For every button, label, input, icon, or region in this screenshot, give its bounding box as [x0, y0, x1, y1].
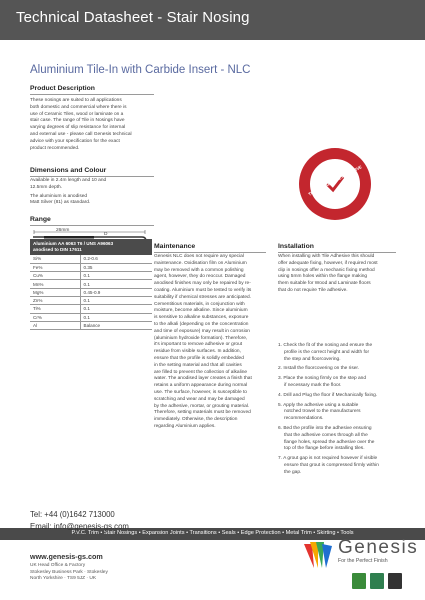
section-divider [30, 225, 154, 226]
logo-wordmark: Genesis [338, 537, 419, 558]
table-row: Si% 0.2-0.6 [30, 255, 152, 263]
maintenance-heading: Maintenance [154, 243, 196, 250]
table-row: Zn% 0.1 [30, 296, 152, 304]
page-title: Technical Datasheet - Stair Nosing [16, 9, 250, 26]
table-row: Mg% 0.45-0.9 [30, 288, 152, 296]
product-description-text: These nosings are suited to all applications both domestic and commercial where there is use of Ceramic Tiles, wood or laminate on a stair case. The range of Tile in Nosings have varying degrees of slip resistance for internal and external use - please call Genesis technical advice with your specification for the exact product recommended. [30, 98, 132, 151]
range-width-label: 26mm [56, 228, 70, 233]
table-header: Aluminium AA 6063 T6 / UNS A96063 anodised to DIN 17611 [30, 239, 152, 255]
list-item: 5. Apply the adhesive using a suitable notched trowel to the manufacturers recommendations. [278, 402, 361, 422]
table-row: Cu% 0.1 [30, 272, 152, 280]
product-subtitle: Aluminium Tile-In with Carbide Insert - NLC [30, 64, 251, 76]
table-row: Mn% 0.1 [30, 280, 152, 288]
table-row: Ti% 0.1 [30, 305, 152, 313]
table-row: Al Balance [30, 321, 152, 329]
section-divider [278, 252, 396, 253]
footer-product-list: P.V.C. Trim • Stair Nosings • Expansion Joints • Transitions • Seals • Edge Protection • Metal Trim • Skirting • Tools [71, 530, 354, 536]
dimensions-heading: Dimensions and Colour [30, 167, 107, 174]
product-description-heading: Product Description [30, 85, 95, 92]
badge-text: THE SUITABLE ALTERNATIVE [307, 164, 363, 197]
certification-icon [352, 573, 366, 589]
logo-tagline: For the Perfect Finish [338, 558, 388, 564]
section-divider [30, 94, 154, 95]
section-divider [30, 176, 154, 177]
list-item: 4. Drill and Plug the floor if Mechanically fixing. [278, 392, 378, 398]
website-link[interactable]: www.genesis-gs.com [30, 552, 103, 561]
list-item: 1. Check the fit of the nosing and ensure the profile is the correct height and width for the step and floorcovering. [278, 343, 373, 362]
alloy-composition-table [30, 239, 152, 330]
certification-icon [370, 573, 384, 589]
dimensions-text: Available in 2.4m length and 10 and 12.5mm depth. The aluminium is anodised Matt Silver (81) as standard. [30, 178, 107, 206]
list-item: 3. Place the nosing firmly on the step and if necessary mark the floor. [278, 376, 366, 388]
table-header-row [30, 239, 152, 255]
section-divider [154, 252, 266, 253]
genesis-logo-icon [302, 538, 336, 570]
contact-telephone: Tel: +44 (0)1642 713000 [30, 510, 115, 519]
certification-icon [388, 573, 402, 589]
table-row: Cr% 0.1 [30, 313, 152, 321]
list-item: 2. Install the floorcovering on the riser. [278, 366, 360, 372]
installation-intro: When installing with Tile Adhesive this should offer adequate fixing, however, if required most clip in nosings offer a mechanic fixing method using 5mm holes within the flange making them suitable for Wood and Laminate floors that do not require Tile adhesive. [278, 254, 378, 293]
contact-email[interactable]: Email: info@genesis-gs.com [30, 522, 129, 531]
range-heading: Range [30, 216, 51, 223]
installation-steps [278, 343, 396, 480]
address-block: UK Head Office & Factory Stokesley Business Park · Stokesley North Yorkshire · TS9 5JZ · UK [30, 563, 108, 581]
maintenance-text: Genesis NLC does not require any special maintenance. Oxidisation film on Aluminium may be removed with a common polishing agent, however, they do reoccur. Damaged anodised finishes may only be repaired by re- coating. Aluminium must be tested to verify its suitability if chemical stresses are anticipated. Cementitious materials, in conjunction with moisture, become alkaline. Since aluminium is sensitive to alkaline substances, exposure to the alkali (depending on the concentration and time of exposure) may result in corrosion (aluminium hydroxide formation). Therefore, it's important to remove adhesive or grout residue from visible surfaces. In addition, ensure that the profile is solidly embedded in the setting material and that all cavities are filled to prevent the collection of alkaline water. The anodised layer creates a finish that retains a uniform appearance during normal use. The surface, however, is susceptible to scratching and wear and may be damaged by the adhesive, mortar, or grouting material. Therefore, setting materials must be removed immediately. Otherwise, the description regarding Aluminium applies. [154, 254, 252, 429]
range-depth-label: D [104, 232, 108, 237]
table-row: Fe% 0.35 [30, 263, 152, 271]
suitable-alternative-badge [299, 148, 371, 220]
installation-heading: Installation [278, 243, 314, 250]
list-item: 7. A grout gap is not required however if visible ensure that grout is compressed firmly within the gap. [278, 456, 379, 475]
list-item: 6. Bed the profile into the adhesive ensuring that the adhesive comes through all the flange holes, spread the adhesive over the top of the flange before installing tiles. [278, 425, 375, 452]
